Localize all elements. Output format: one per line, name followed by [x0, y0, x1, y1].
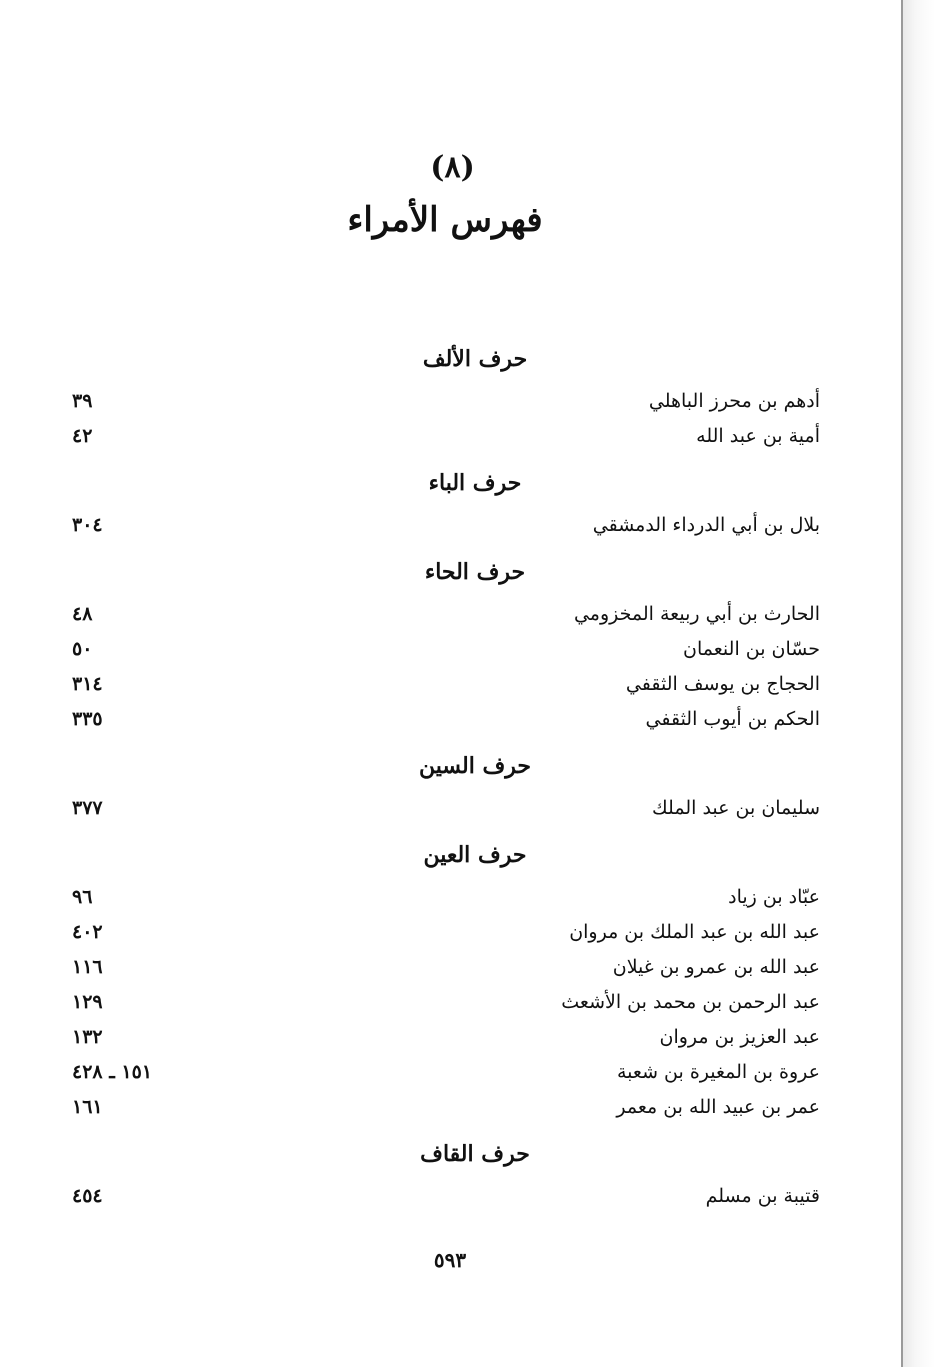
- entry-name: عبد الله بن عبد الملك بن مروان: [569, 921, 820, 943]
- section-ha: [60, 551, 820, 737]
- section-alif: [60, 338, 820, 454]
- entry-name: أدهم بن محرز الباهلي: [648, 390, 820, 412]
- section-ba: [60, 462, 820, 543]
- index-entry: [60, 1055, 820, 1090]
- entry-name: عمر بن عبيد الله بن معمر: [616, 1096, 820, 1118]
- entry-name: بلال بن أبي الدرداء الدمشقي: [592, 514, 820, 536]
- entry-pages: ١١٦: [72, 956, 103, 978]
- section-heading: حرف الحاء: [424, 559, 526, 585]
- index-entry: [60, 985, 820, 1020]
- entry-name: عبد العزيز بن مروان: [659, 1026, 820, 1048]
- entry-pages: ٤٨: [72, 603, 93, 625]
- index-entry: [60, 880, 820, 915]
- section-heading: حرف الألف: [422, 346, 528, 372]
- entry-name: قتيبة بن مسلم: [705, 1185, 820, 1207]
- index-entry: [60, 1179, 820, 1214]
- section-heading: حرف الباء: [428, 470, 522, 496]
- page-number: ٥٩٣: [433, 1248, 467, 1272]
- section-heading: حرف السين: [418, 753, 532, 779]
- entry-pages: ٩٦: [72, 886, 93, 908]
- page-title: فهرس الأمراء: [347, 200, 543, 240]
- entry-pages: ١٢٩: [72, 991, 103, 1013]
- index-entry: [60, 632, 820, 667]
- section-number: (٨): [430, 150, 475, 185]
- entry-pages: ٣٩: [72, 390, 93, 412]
- entry-pages: ٤٢: [72, 425, 93, 447]
- entry-name: عبد الرحمن بن محمد بن الأشعث: [561, 991, 820, 1013]
- entry-name: الحكم بن أيوب الثقفي: [645, 708, 820, 730]
- entry-pages: ١٦١: [72, 1096, 103, 1118]
- section-sin: [60, 745, 820, 826]
- entry-pages: ٣١٤: [72, 673, 103, 695]
- entry-pages: ٣٧٧: [72, 797, 103, 819]
- section-heading: حرف العين: [423, 842, 527, 868]
- index-entry: [60, 915, 820, 950]
- index-entry: [60, 419, 820, 454]
- index-entry: [60, 791, 820, 826]
- entry-pages: ١٣٢: [72, 1026, 103, 1048]
- entry-pages: ٣٠٤: [72, 514, 103, 536]
- entry-name: الحجاج بن يوسف الثقفي: [625, 673, 820, 695]
- entry-pages: ٥٠: [72, 638, 93, 660]
- entry-name: حسّان بن النعمان: [683, 638, 820, 660]
- entry-name: عروة بن المغيرة بن شعبة: [616, 1061, 820, 1083]
- entry-name: أمية بن عبد الله: [696, 425, 820, 447]
- entry-name: عبد الله بن عمرو بن غيلان: [612, 956, 820, 978]
- entry-name: عبّاد بن زياد: [728, 886, 820, 908]
- index-entry: [60, 384, 820, 419]
- index-entry: [60, 508, 820, 543]
- index-entry: [60, 1090, 820, 1125]
- entry-pages: ١٥١ ـ ٤٢٨: [72, 1061, 153, 1083]
- section-qaf: [60, 1133, 820, 1214]
- entry-pages: ٤٥٤: [72, 1185, 103, 1207]
- entry-pages: ٣٣٥: [72, 708, 103, 730]
- entry-name: الحارث بن أبي ربيعة المخزومي: [573, 603, 820, 625]
- section-heading: حرف القاف: [420, 1141, 530, 1167]
- page-edge-shadow: [903, 0, 935, 1367]
- section-ain: [60, 834, 820, 1125]
- index-entry: [60, 950, 820, 985]
- index-entry: [60, 1020, 820, 1055]
- index-entry: [60, 667, 820, 702]
- index-list: [60, 330, 820, 1214]
- index-entry: [60, 597, 820, 632]
- index-entry: [60, 702, 820, 737]
- entry-pages: ٤٠٢: [72, 921, 103, 943]
- entry-name: سليمان بن عبد الملك: [652, 797, 820, 819]
